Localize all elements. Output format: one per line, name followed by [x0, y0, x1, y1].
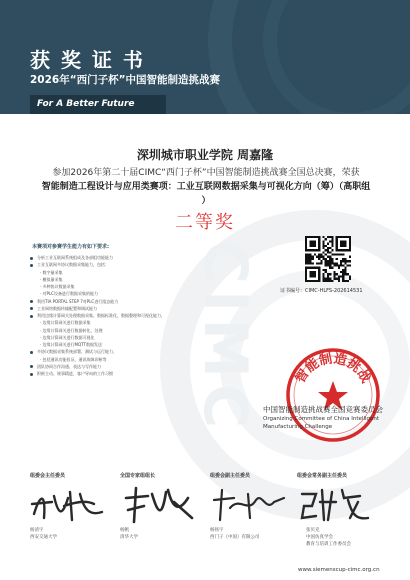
bullet-icon	[30, 315, 33, 318]
ability-text: · 包括通讯功能验证、通讯故障诊断等	[40, 356, 107, 362]
ability-item	[30, 261, 165, 268]
ability-item	[30, 319, 165, 326]
ability-text: 团队协同合作沟通、表达与写作能力	[37, 363, 101, 369]
abilities-list	[30, 254, 165, 377]
official-seal	[283, 345, 383, 445]
award-description	[30, 166, 382, 208]
ability-item	[30, 348, 165, 355]
ability-item	[30, 312, 165, 319]
organizer-name-en-2: Manufacturing Challenge	[263, 424, 333, 430]
signature-1-title: 组委会主任委员	[30, 473, 66, 479]
ability-item	[30, 341, 165, 348]
signature-2-handwriting	[118, 484, 200, 526]
ability-item	[30, 334, 165, 341]
ability-item	[30, 363, 165, 370]
signature-4-org: 中国仿真学会	[306, 535, 333, 540]
signature-3-title: 组委会副主任委员	[210, 473, 251, 479]
competition-name: 2026年“西门子杯”中国智能制造挑战赛	[30, 74, 221, 86]
ability-text: 积极主动、规事精进，客户导向的工作习惯	[37, 371, 113, 376]
ability-text: 利用TIA PORTAL STEP 7对PLC进行组态能力	[37, 298, 119, 304]
seal-text: 智能制造挑战	[292, 351, 374, 386]
signature-3-org: 西门子（中国）有限公司	[210, 535, 260, 540]
ability-text: · 数字量采集	[40, 269, 63, 275]
ability-text: · 边缘计算网关进行数据采集	[40, 320, 91, 326]
signature-1-org: 西安交通大学	[30, 535, 57, 540]
tagline: For A Better Future	[37, 99, 135, 109]
ability-text: 工业网络数据传输配置和调试能力	[37, 305, 97, 311]
ability-text: 分析工业互联网系统组成及各部组功能能力	[37, 255, 113, 260]
signature-4-name: 张贝克	[306, 528, 320, 533]
signature-1-name: 杨清宇	[30, 528, 44, 533]
signature-2-org: 清华大学	[120, 535, 138, 540]
recipient-name: 深圳城市职业学院 周嘉隆	[136, 148, 274, 162]
ability-text: 利用边缘计算网关处理数据采集、数据标准化、数据整理和可视化能力，	[37, 313, 165, 318]
signature-3-info	[210, 527, 260, 541]
award-level: 二等奖	[175, 212, 235, 233]
certificate-number: 证书编号：CIMC-HLFS-202614531	[280, 288, 363, 294]
ability-item	[30, 269, 165, 276]
ability-text: 工业互联网多协议数据采集能力，包括：	[37, 262, 109, 268]
signature-3-name: 杨扬宇	[210, 528, 224, 533]
organizer-name-en-1: Organizing Committee of China Intelligent	[263, 416, 380, 422]
signature-4-info	[306, 527, 351, 548]
qr-code	[305, 236, 351, 282]
signature-2-info	[120, 527, 138, 541]
ability-item	[30, 283, 165, 290]
bullet-icon	[30, 307, 33, 310]
footer-website[interactable]: www.siemenscup-cimc.org.cn	[298, 567, 380, 573]
ability-item	[30, 305, 165, 312]
description-line-2: 智能制造工程设计与应用类赛项：工业互联网数据采集与可视化方向（筹）（高职组	[41, 182, 371, 192]
organizer-name-cn: 中国智能制造挑战赛全国竞赛委员会	[263, 405, 383, 414]
ability-item	[30, 290, 165, 297]
abilities-title: 本赛项对参赛学生能力有如下要求:	[32, 244, 110, 250]
bullet-icon	[30, 264, 33, 267]
bullet-icon	[30, 365, 33, 368]
ability-text: · 边缘计算网关进行MQTT数据发送	[40, 342, 102, 347]
ability-text: · 模拟量采集	[40, 276, 63, 282]
signature-4-org-2: 教育与培训工作委员会	[306, 542, 351, 547]
ability-item	[30, 327, 165, 334]
bullet-icon	[30, 351, 33, 354]
description-line-3: ）	[201, 196, 211, 206]
signature-3-handwriting	[208, 484, 290, 526]
ability-text: · 边缘计算网关进行数据转化、处理	[40, 327, 103, 333]
ability-text: 多协议数据采集系统部署、测试与运行能力，	[37, 349, 117, 355]
signature-1-info	[30, 527, 57, 541]
certificate-title: 获 奖 证 书	[30, 48, 145, 72]
signature-1-handwriting	[28, 484, 110, 526]
bullet-icon	[30, 373, 33, 376]
bullet-icon	[30, 257, 33, 260]
ability-item	[30, 276, 165, 283]
ability-item	[30, 298, 165, 305]
signature-4-handwriting	[296, 484, 378, 526]
bullet-icon	[30, 300, 33, 303]
ability-text: · 多种协议数据采集	[40, 284, 75, 289]
ability-text: · 对PLC设备进行数据采集的能力	[40, 291, 98, 297]
ability-text: · 边缘计算网关进行数据可视化	[40, 334, 95, 340]
description-line-1: 参加2026年第二十届CIMC“西门子杯”中国智能制造挑战赛全国总决赛，荣获	[52, 168, 360, 178]
signature-2-title: 全国专家组组长	[120, 473, 156, 479]
ability-item	[30, 356, 165, 363]
signature-2-name: 杨帆	[120, 528, 129, 533]
watermark-text: CIMC	[190, 240, 260, 435]
ability-item	[30, 370, 165, 377]
signature-4-title: 组委会常务副主任委员	[297, 473, 348, 479]
ability-item	[30, 254, 165, 261]
